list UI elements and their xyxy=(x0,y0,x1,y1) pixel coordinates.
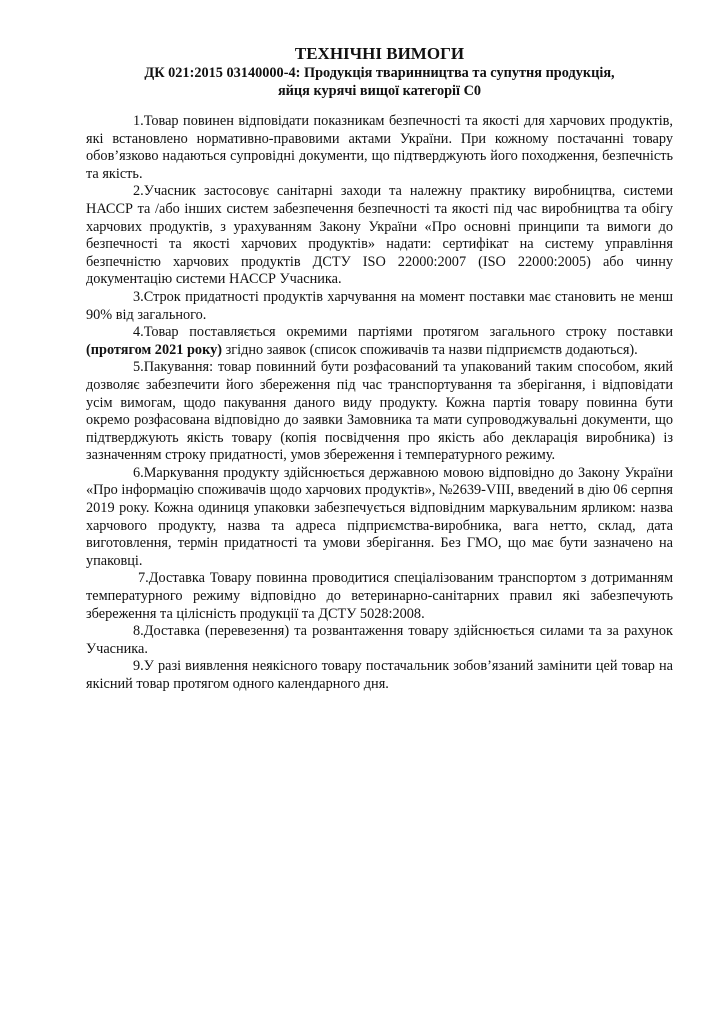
paragraph-7: 7.Доставка Товару повинна проводитися спеціалізованим транспортом з дотриманням температурного режиму відповідно до ветеринарно-санітарних правил які забезпечують збереження та цілісність продукції та ДСТУ 5028:2008. xyxy=(86,570,673,622)
paragraph-4-text-start: 4.Товар поставляється окремими партіями протягом загального строку поставки xyxy=(133,324,673,341)
paragraph-3: 3.Строк придатності продуктів харчування на момент поставки має становить не менш 90% від загального. xyxy=(86,288,673,323)
paragraph-6: 6.Маркування продукту здійснюється державною мовою відповідно до Закону України «Про інформацію споживачів щодо харчових продуктів», №2639-VIII, введений в дію 06 серпня 2019 року. Кожна одиниця упаковки забезпечується відповідним маркувальним ярликом: назва харчового продукту, назва та адреса підприємства-виробника, вага нетто, склад, дата виготовлення, термін придатності та умови зберігання. Без ГМО, що має бути зазначено на упаковці. xyxy=(86,464,673,569)
document-subtitle-line-1: ДК 021:2015 03140000-4: Продукція тваринництва та супутня продукція, xyxy=(144,65,615,81)
paragraph-2: 2.Учасник застосовує санітарні заходи та належну практику виробництва, системи НАССР та /або інших систем забезпечення безпечності та якості під час виробництва та обігу харчових продуктів, з урахуванням Закону України «Про основні принципи та вимоги до безпечності та якості харчових продуктів» надати: сертифікат на систему управління безпечністю харчових продуктів ДСТУ ISO 22000:2007 (ISO 22000:2005) або чинну документацію системи НАССР Учасника. xyxy=(86,183,673,288)
paragraph-4-text-end: згідно заявок (список споживачів та назви підприємств додаються). xyxy=(222,341,638,358)
document-title: ТЕХНІЧНІ ВИМОГИ xyxy=(294,44,465,63)
paragraph-8: 8.Доставка (перевезення) та розвантаження товару здійснюється силами та за рахунок Учасника. xyxy=(86,623,673,657)
paragraph-1: 1.Товар повинен відповідати показникам безпечності та якості для харчових продуктів, які встановлено нормативно-правовими актами України. При кожному постачанні товару обов’язково надаються супровідні документи, що підтверджують його походження, безпечність та якість. xyxy=(86,113,673,182)
paragraph-9: 9.У разі виявлення неякісного товару постачальник зобов’язаний замінити цей товар на якісний товар протягом одного календарного дня. xyxy=(86,658,673,692)
document-page xyxy=(86,44,673,694)
document-subtitle-line-2: яйця курячі вищої категорії С0 xyxy=(277,83,482,99)
paragraph-4 xyxy=(86,324,673,359)
paragraph-5: 5.Пакування: товар повинний бути розфасований та упакований таким способом, який дозволяє забезпечити його збереження під час транспортування та зберігання, і відповідати усім вимогам, щодо пакування даного виду продукту. Кожна партія товару повинна бути окремо розфасована відповідно до заявки Замовника та мати супроводжувальні документи, що підтверджують якість товару (копія посвідчення про якість або декларація виробника) із зазначенням строку придатності, умов збереження і температурного режиму. xyxy=(86,359,673,464)
paragraph-4-bold-period: (протягом 2021 року) xyxy=(86,341,223,358)
document-body xyxy=(86,113,673,694)
